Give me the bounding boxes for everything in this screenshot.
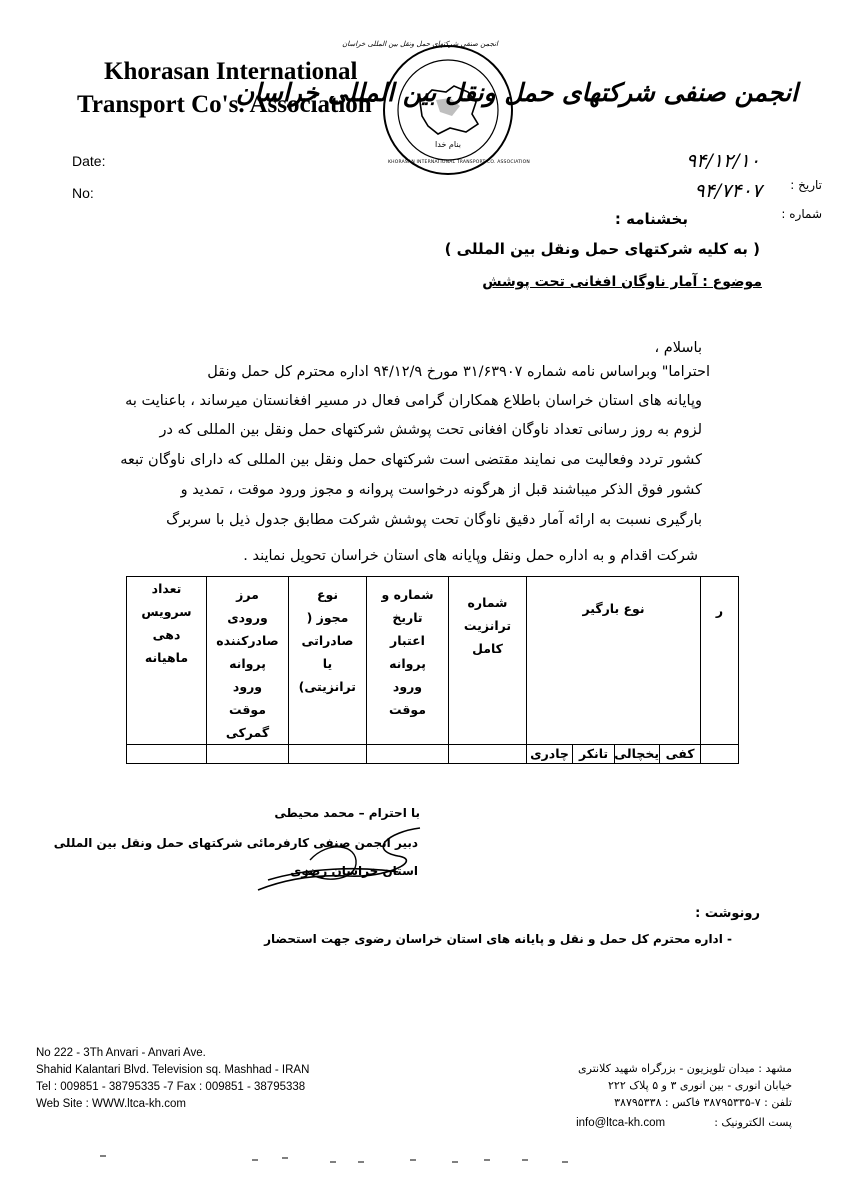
subject-line: موضوع : آمار ناوگان افغانی تحت پوشش (482, 274, 762, 290)
subtype-refrigerated: یخچالی (615, 745, 660, 764)
footer-fa-address-line1: مشهد : میدان تلویزیون - بزرگراه شهید کلانتری (578, 1062, 792, 1075)
table-header-row (127, 577, 739, 745)
header-permit-number: شماره و تاریخ اعتبار پروانه ورود موقت (367, 577, 449, 745)
seal-graphic (342, 40, 530, 178)
table-cell (207, 745, 289, 764)
seal-center-text: بنام خدا (435, 140, 461, 149)
body-line-7: شرکت اقدام و به اداره حمل ونقل وپایانه های استان خراسان تحویل نمایند . (243, 548, 698, 564)
header-transit-number: شماره ترانزیت کامل (449, 577, 527, 745)
footer-fa-address-line2: خیابان انوری - بین انوری ۳ و ۵ پلاک ۲۲۲ (608, 1079, 792, 1092)
footer-email: info@ltca-kh.com (576, 1117, 666, 1129)
greeting: باسلام ، (654, 340, 702, 356)
subtype-canvas: چادری (527, 745, 573, 764)
footer-persian (576, 1060, 792, 1132)
body-line-2: وپایانه های استان خراسان باطلاع همکاران گرامی فعال در مسیر افغانستان میرساند ، باعنایت به (125, 393, 702, 409)
persian-association-name: انجمن صنفی شرکتهای حمل ونقل بین المللی خراسان (235, 78, 798, 107)
subtype-tanker: تانکر (573, 745, 615, 764)
seal-ring-text: KHORASAN INTERNATIONAL TRANSPORT CO. ASSOCIATION (388, 160, 530, 165)
fleet-statistics-table (126, 576, 739, 764)
date-value: ۹۴/۱۲/۱۰ (685, 150, 760, 172)
body-line-3: لزوم به روز رسانی تعداد ناوگان افغانی تحت پوشش شرکتهای حمل ونقل بین المللی که در (159, 422, 702, 438)
table-cell (289, 745, 367, 764)
header-permit-type: نوع مجوز ( صادراتی یا ترانزیتی) (289, 577, 367, 745)
footer-fa-phone: تلفن : ۷-۳۸۷۹۵۳۳۵ فاکس : ۳۸۷۹۵۳۳۸ (614, 1096, 792, 1109)
closing-signer: با احترام – محمد محیطی (274, 806, 420, 820)
table-cell (701, 745, 739, 764)
body-line-6: بارگیری نسبت به ارائه آمار دقیق ناوگان تحت پوشش شرکت مطابق جدول ذیل با سربرگ (166, 512, 702, 528)
table-cell (449, 745, 527, 764)
body-line-4: کشور تردد وفعالیت می نمایند مقتضی است شرکتهای حمل ونقل بین المللی که دارای ناوگان تبعه (120, 452, 702, 468)
table-cell (367, 745, 449, 764)
header-monthly-service: تعداد سرویس دهی ماهیانه (127, 577, 207, 745)
date-label-fa: تاریخ : (790, 178, 822, 192)
recipient-line: ( به کلیه شرکتهای حمل ونقل بین المللی ) (444, 240, 760, 258)
subtype-flatbed: کفی (660, 745, 701, 764)
signer-title-line1: دبیر انجمن صنفی کارفرمائی شرکتهای حمل ونقل بین المللی (53, 836, 418, 850)
number-label-fa: شماره : (781, 207, 822, 221)
footer-en-address-line1: No 222 - 3Th Anvari - Anvari Ave. (36, 1047, 206, 1059)
body-line-5: کشور فوق الذکر میباشند قبل از هرگونه درخواست پروانه و مجوز ورود موقت ، تمدید و (180, 482, 702, 498)
cc-label: رونوشت : (695, 906, 760, 921)
signer-title-line2: استان خراسان رضوی (290, 864, 418, 878)
handwritten-signature (248, 820, 428, 895)
body-line-1: احتراما" وبراساس نامه شماره ۳۱/۶۳۹۰۷ مورخ ۹۴/۱۲/۹ اداره محترم کل حمل ونقل (207, 364, 710, 380)
cc-line: - اداره محترم کل حمل و نقل و پایانه های استان خراسان رضوی جهت استحضار (264, 932, 732, 946)
header-vehicle-type: نوع بارگیر (527, 577, 701, 745)
footer-en-address-line2: Shahid Kalantari Blvd. Television sq. Mashhad - IRAN (36, 1064, 310, 1076)
scan-artifacts (0, 1148, 850, 1178)
footer-en-website: Web Site : WWW.ltca-kh.com (36, 1098, 186, 1110)
english-name-line1: Khorasan International (104, 58, 358, 85)
header-row-number: ر (701, 577, 739, 745)
footer-english (36, 1045, 309, 1113)
seal-top-text: انجمن صنفی شرکتهای حمل ونقل بین المللی خراسان (342, 40, 498, 48)
english-name-line2: Transport Co's. Association (77, 91, 372, 118)
footer-en-phone: Tel : 009851 - 38795335 -7 Fax : 009851 - 38795338 (36, 1081, 306, 1093)
header-entry-border: مرز ورودی صادرکننده پروانه ورود موقت گمرکی (207, 577, 289, 745)
table-cell (127, 745, 207, 764)
footer-email-row (576, 1111, 792, 1132)
number-label-en: No: (72, 185, 94, 201)
number-value: ۹۴/۷۴۰۷ (694, 180, 762, 202)
date-label-en: Date: (72, 153, 106, 169)
table-subheader-row (127, 745, 739, 764)
circular-label: بخشنامه : (614, 210, 688, 228)
footer-email-label: پست الکترونیک : (714, 1116, 792, 1129)
association-seal (342, 40, 530, 178)
